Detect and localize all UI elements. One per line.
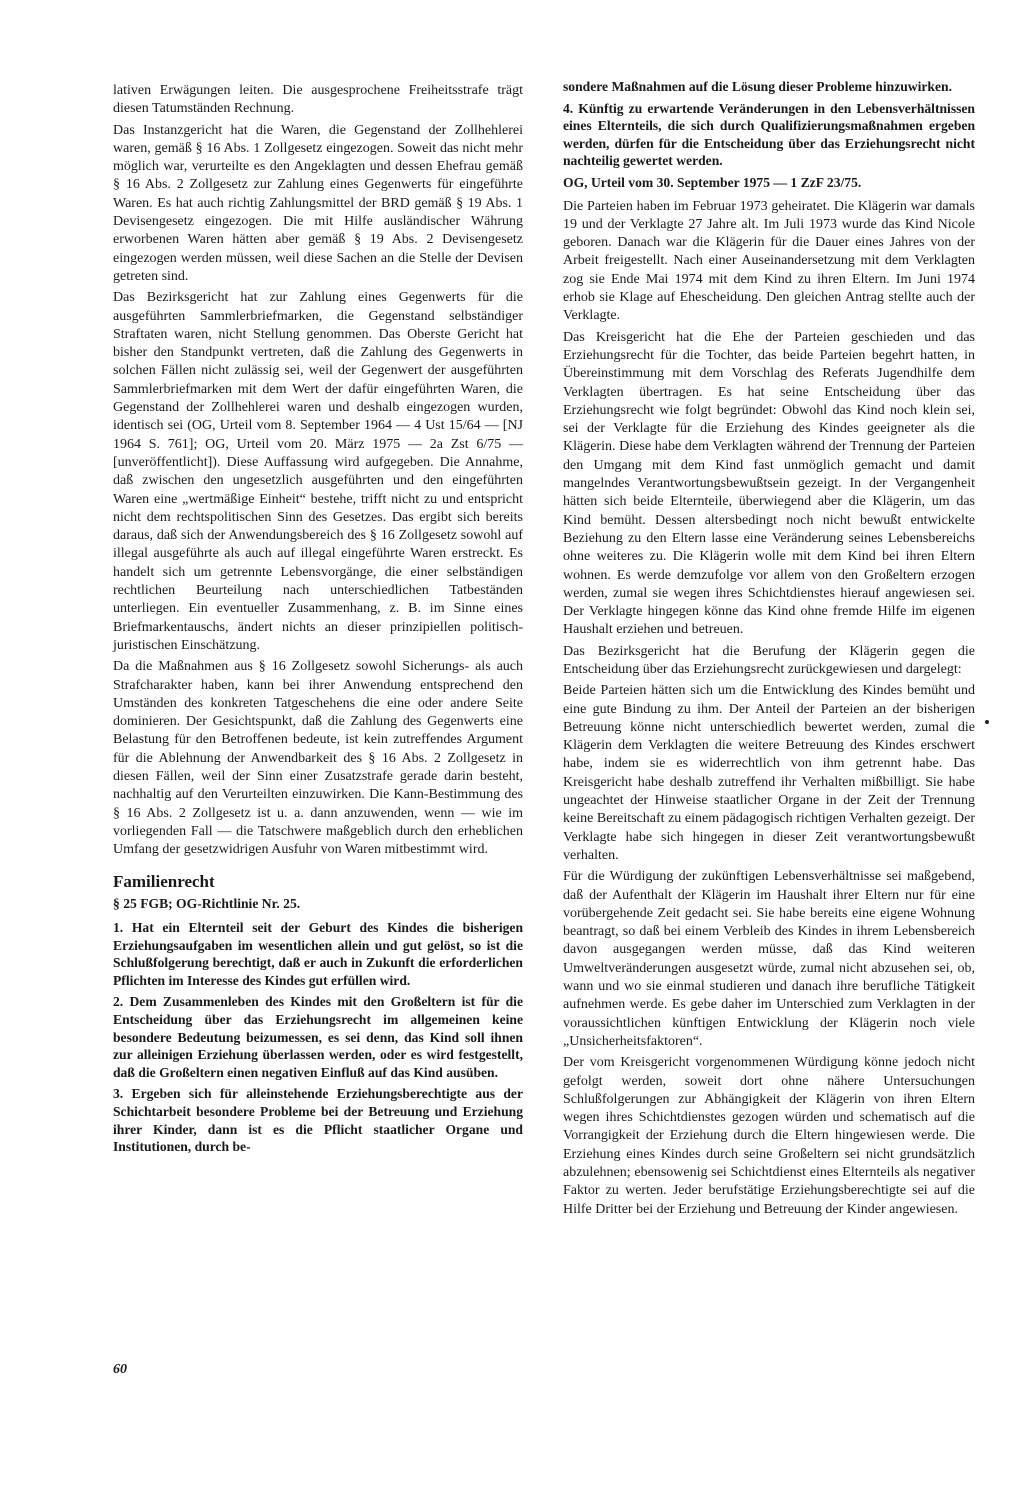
body-paragraph: Der vom Kreisgericht vorgenommenen Würdigung könne jedoch nicht gefolgt werden, soweit dort ohne nähere Untersuchungen Schlußfolgerungen zur Abhängigkeit der Klägerin von ihren Eltern wegen ihres Schichtdienstes gezogen würden und schematisch auf die Vorrangigkeit der Erziehung durch die Eltern hingewiesen werde. Die Erziehung eines Kindes durch seine Großeltern sei nicht grundsätzlich abzulehnen; ebensowenig sei Schichtdienst eines Elternteils als negativer Faktor zu werten. Jeder berufstätige Erziehungsberechtigte sei auf die Hilfe Dritter bei der Erziehung und Betreuung der Kinder angewiesen. [563,1055,975,1217]
page-number: 60 [113,1362,127,1377]
body-paragraph: Beide Parteien hätten sich um die Entwicklung des Kindes bemüht und eine gute Bindung zu ihm. Der Anteil der Parteien an der bisherigen Betreuung könne nicht unterschiedlich bewertet werden, zumal die Klägerin dem Verklagten die weitere Betreuung des Kindes erschwert habe, indem sie es widerrechtlich von ihm getrennt habe. Das Kreisgericht habe deshalb zutreffend ihr Verhalten mißbilligt. Sie habe ungeachtet der Hinweise staatlicher Organe in der Zeit der Trennung keine Bereitschaft zu einem pädagogisch richtigen Verhalten gezeigt. Der Verklagte habe sich hingegen in dieser Zeit verantwortungsbewußt verhalten. [563,683,975,863]
body-paragraph: lativen Erwägungen leiten. Die ausgesprochene Freiheitsstrafe trägt diesen Tatumständen Rechnung. [113,83,523,117]
section-title: Familienrecht [113,872,215,892]
body-paragraph: Die Parteien haben im Februar 1973 geheiratet. Die Klägerin war damals 19 und der Verklagte 27 Jahre alt. Im Juli 1973 wurde das Kind Nicole geboren. Danach war die Klägerin für die Dauer eines Jahres von der Arbeit freigestellt. Nach einer Auseinandersetzung mit dem Verklagten zog sie Ende Mai 1974 mit dem Kind zu ihren Eltern. Im Juni 1974 erhob sie Klage auf Ehescheidung. Den gleichen Antrag stellte auch der Verklagte. [563,198,975,324]
headnote: 2. Dem Zusammenleben des Kindes mit den Großeltern ist für die Entscheidung über das Erziehungsrecht im allgemeinen keine besondere Bedeutung beizumessen, es sei denn, das Kind soll ihnen zur alleinigen Erziehung überlassen werden, oder es wird festgestellt, daß die Großeltern einen negativen Einfluß auf das Kind ausüben. [113,994,523,1080]
body-paragraph: Das Instanzgericht hat die Waren, die Gegenstand der Zollhehlerei waren, gemäß § 16 Abs. 1 Zollgesetz eingezogen. Soweit das nicht mehr möglich war, verurteilte es den Angeklagten und dessen Ehefrau gemäß § 16 Abs. 2 Zollgesetz zur Zahlung eines Gegenwerts für eingeführte Waren. Es hat auch richtig Zahlungsmittel der BRD gemäß § 19 Abs. 1 Devisengesetz eingezogen. Die mit Hilfe ausländischer Währung erworbenen Waren hätten aber gemäß § 19 Abs. 2 Devisengesetz eingezogen werden müssen, weil diese Sachen an die Stelle der Devisen getreten sind. [113,122,523,284]
headnote: 4. Künftig zu erwartende Veränderungen in den Lebensverhältnissen eines Elternteils, die sich durch Qualifizierungsmaßnahmen ergeben werden, dürfen für die Entscheidung über das Erziehungsrecht nicht nachteilig gewertet werden. [563,100,975,169]
headnote: 3. Ergeben sich für alleinstehende Erziehungsberechtigte aus der Schichtarbeit besondere Probleme bei der Betreuung und Erziehung ihrer Kinder, dann ist es die Pflicht staatlicher Organe und Institutionen, durch be- [113,1086,523,1155]
body-paragraph: Da die Maßnahmen aus § 16 Zollgesetz sowohl Sicherungs- als auch Strafcharakter haben, kann bei ihrer Anwendung entsprechend den Umständen des konkreten Tatgeschehens die eine oder andere Seite dominieren. Der Gesichtspunkt, daß die Zahlung des Gegenwerts eine Belastung für den Betroffenen bedeute, ist kein zutreffendes Argument für die Ablehnung der Anwendbarkeit des § 16 Abs. 2 Zollgesetz in diesen Fällen, weil der Sinn einer Zusatzstrafe gerade darin besteht, nachhaltig auf den Verurteilten einzuwirken. Die Kann-Bestimmung des § 16 Abs. 2 Zollgesetz ist u. a. dann anzuwenden, wenn — wie im vorliegenden Fall — die Tatschwere maßgeblich durch den erheblichen Umfang der gesetzwidrigen Ausfuhr von Waren mitbestimmt wird. [113,659,523,858]
headnote: sondere Maßnahmen auf die Lösung dieser Probleme hinzuwirken. [563,79,952,94]
case-citation: OG, Urteil vom 30. September 1975 — 1 ZzF 23/75. [563,174,862,190]
body-paragraph: Das Bezirksgericht hat die Berufung der Klägerin gegen die Entscheidung über das Erziehungsrecht zurückgewiesen und dargelegt: [563,643,975,677]
body-paragraph: Für die Würdigung der zukünftigen Lebensverhältnisse sei maßgebend, daß der Aufenthalt der Klägerin im Haushalt ihrer Eltern nur für eine vorübergehende Zeit gedacht sei. Sie habe bereits eine eigene Wohnung beantragt, so daß bei einem Verbleib des Kindes in ihrem Lebensbereich davon ausgegangen werden müsse, daß das Kind weiteren Umweltveränderungen ausgesetzt würde, zumal nicht abzusehen sei, ob, wann und wo sie einmal studieren und danach ihre berufliche Tätigkeit aufnehmen werde. Es gebe daher im Unterschied zum Verklagten in der voraussichtlichen künftigen Entwicklung der Klägerin noch viele „Unsicherheitsfaktoren“. [563,869,975,1049]
body-paragraph: Das Kreisgericht hat die Ehe der Parteien geschieden und das Erziehungsrecht für die Tochter, das beide Parteien begehrt hatten, in Übereinstimmung mit dem Vorschlag des Referats Jugendhilfe dem Verklagten übertragen. Es hat seine Entscheidung über das Erziehungsrecht wie folgt begründet: Obwohl das Kind noch klein sei, sei der Verklagte für die Erziehung des Kindes geeigneter als die Klägerin. Diese habe dem Verklagten während der Trennung der Parteien den Umgang mit dem Kind fast unmöglich gemacht und damit mangelndes Verantwortungsbewußtsein gezeigt. In der Vergangenheit hätten sich beide Elternteile, überwiegend aber die Klägerin, um das Kind bemüht. Dessen altersbedingt noch nicht bewußt entwickelte Beziehung zu den Eltern lasse eine Veränderung seines Lebensbereichs ohne weiteres zu. Die Klägerin wolle mit dem Kind bei ihren Eltern wohnen. Es werde demzufolge vor allem von den Großeltern erzogen werden, zumal sie wegen ihres Schichtdienstes hierauf angewiesen sei. Der Verklagte hingegen könne das Kind ohne fremde Hilfe im eigenen Haushalt erziehen und betreuen. [563,329,975,638]
headnote: 1. Hat ein Elternteil seit der Geburt des Kindes die bisherigen Erziehungsaufgaben im wesentlichen allein und gut gelöst, so ist die Schlußfolgerung berechtigt, daß er auch in Zukunft die erforderlichen Pflichten im Interesse des Kindes gut erfüllen wird. [113,920,523,988]
left-column [113,82,523,1156]
ink-speck [985,720,989,724]
body-paragraph: Das Bezirksgericht hat zur Zahlung eines Gegenwerts für die ausgeführten Sammlerbriefmarken, die Gegenstand selbständiger Straftaten waren, nicht Stellung genommen. Das Oberste Gericht hat bisher den Standpunkt vertreten, daß die Zahlung des Gegenwerts in solchen Fällen nicht zulässig sei, weil der Gegenwert der ausgeführten Sammlerbriefmarken mit dem Wert der dafür eingeführten Waren, die Gegenstand der Zollhehlerei waren und deshalb eingezogen wurden, identisch sei (OG, Urteil vom 8. September 1964 — 4 Ust 15/64 — [NJ 1964 S. 761]; OG, Urteil vom 20. März 1975 — 2a Zst 6/75 — [unveröffentlicht]). Diese Auffassung wird aufgegeben. Die Annahme, daß zwischen den ungesetzlich ausgeführten und den eingeführten Waren eine „wertmäßige Einheit“ bestehe, trifft nicht zu und entspricht nicht dem rechtspolitischen Sinn des Gesetzes. Das ergibt sich bereits daraus, daß sich der Anwendungsbereich des § 16 Zollgesetz sowohl auf illegal ausgeführte als auch auf illegal eingeführte Waren erstreckt. Es handelt sich um getrennte Lebensvorgänge, die einer selbständigen rechtlichen Beurteilung nach unterschiedlichen Tatbeständen unterliegen. Ein eventueller Zusammenhang, z. B. im Sinne eines Briefmarkentauschs, ändert nichts an dieser prinzipiellen politisch-juristischen Einschätzung. [113,290,523,653]
right-column [563,78,975,1219]
norm-reference: § 25 FGB; OG-Richtlinie Nr. 25. [113,896,301,912]
